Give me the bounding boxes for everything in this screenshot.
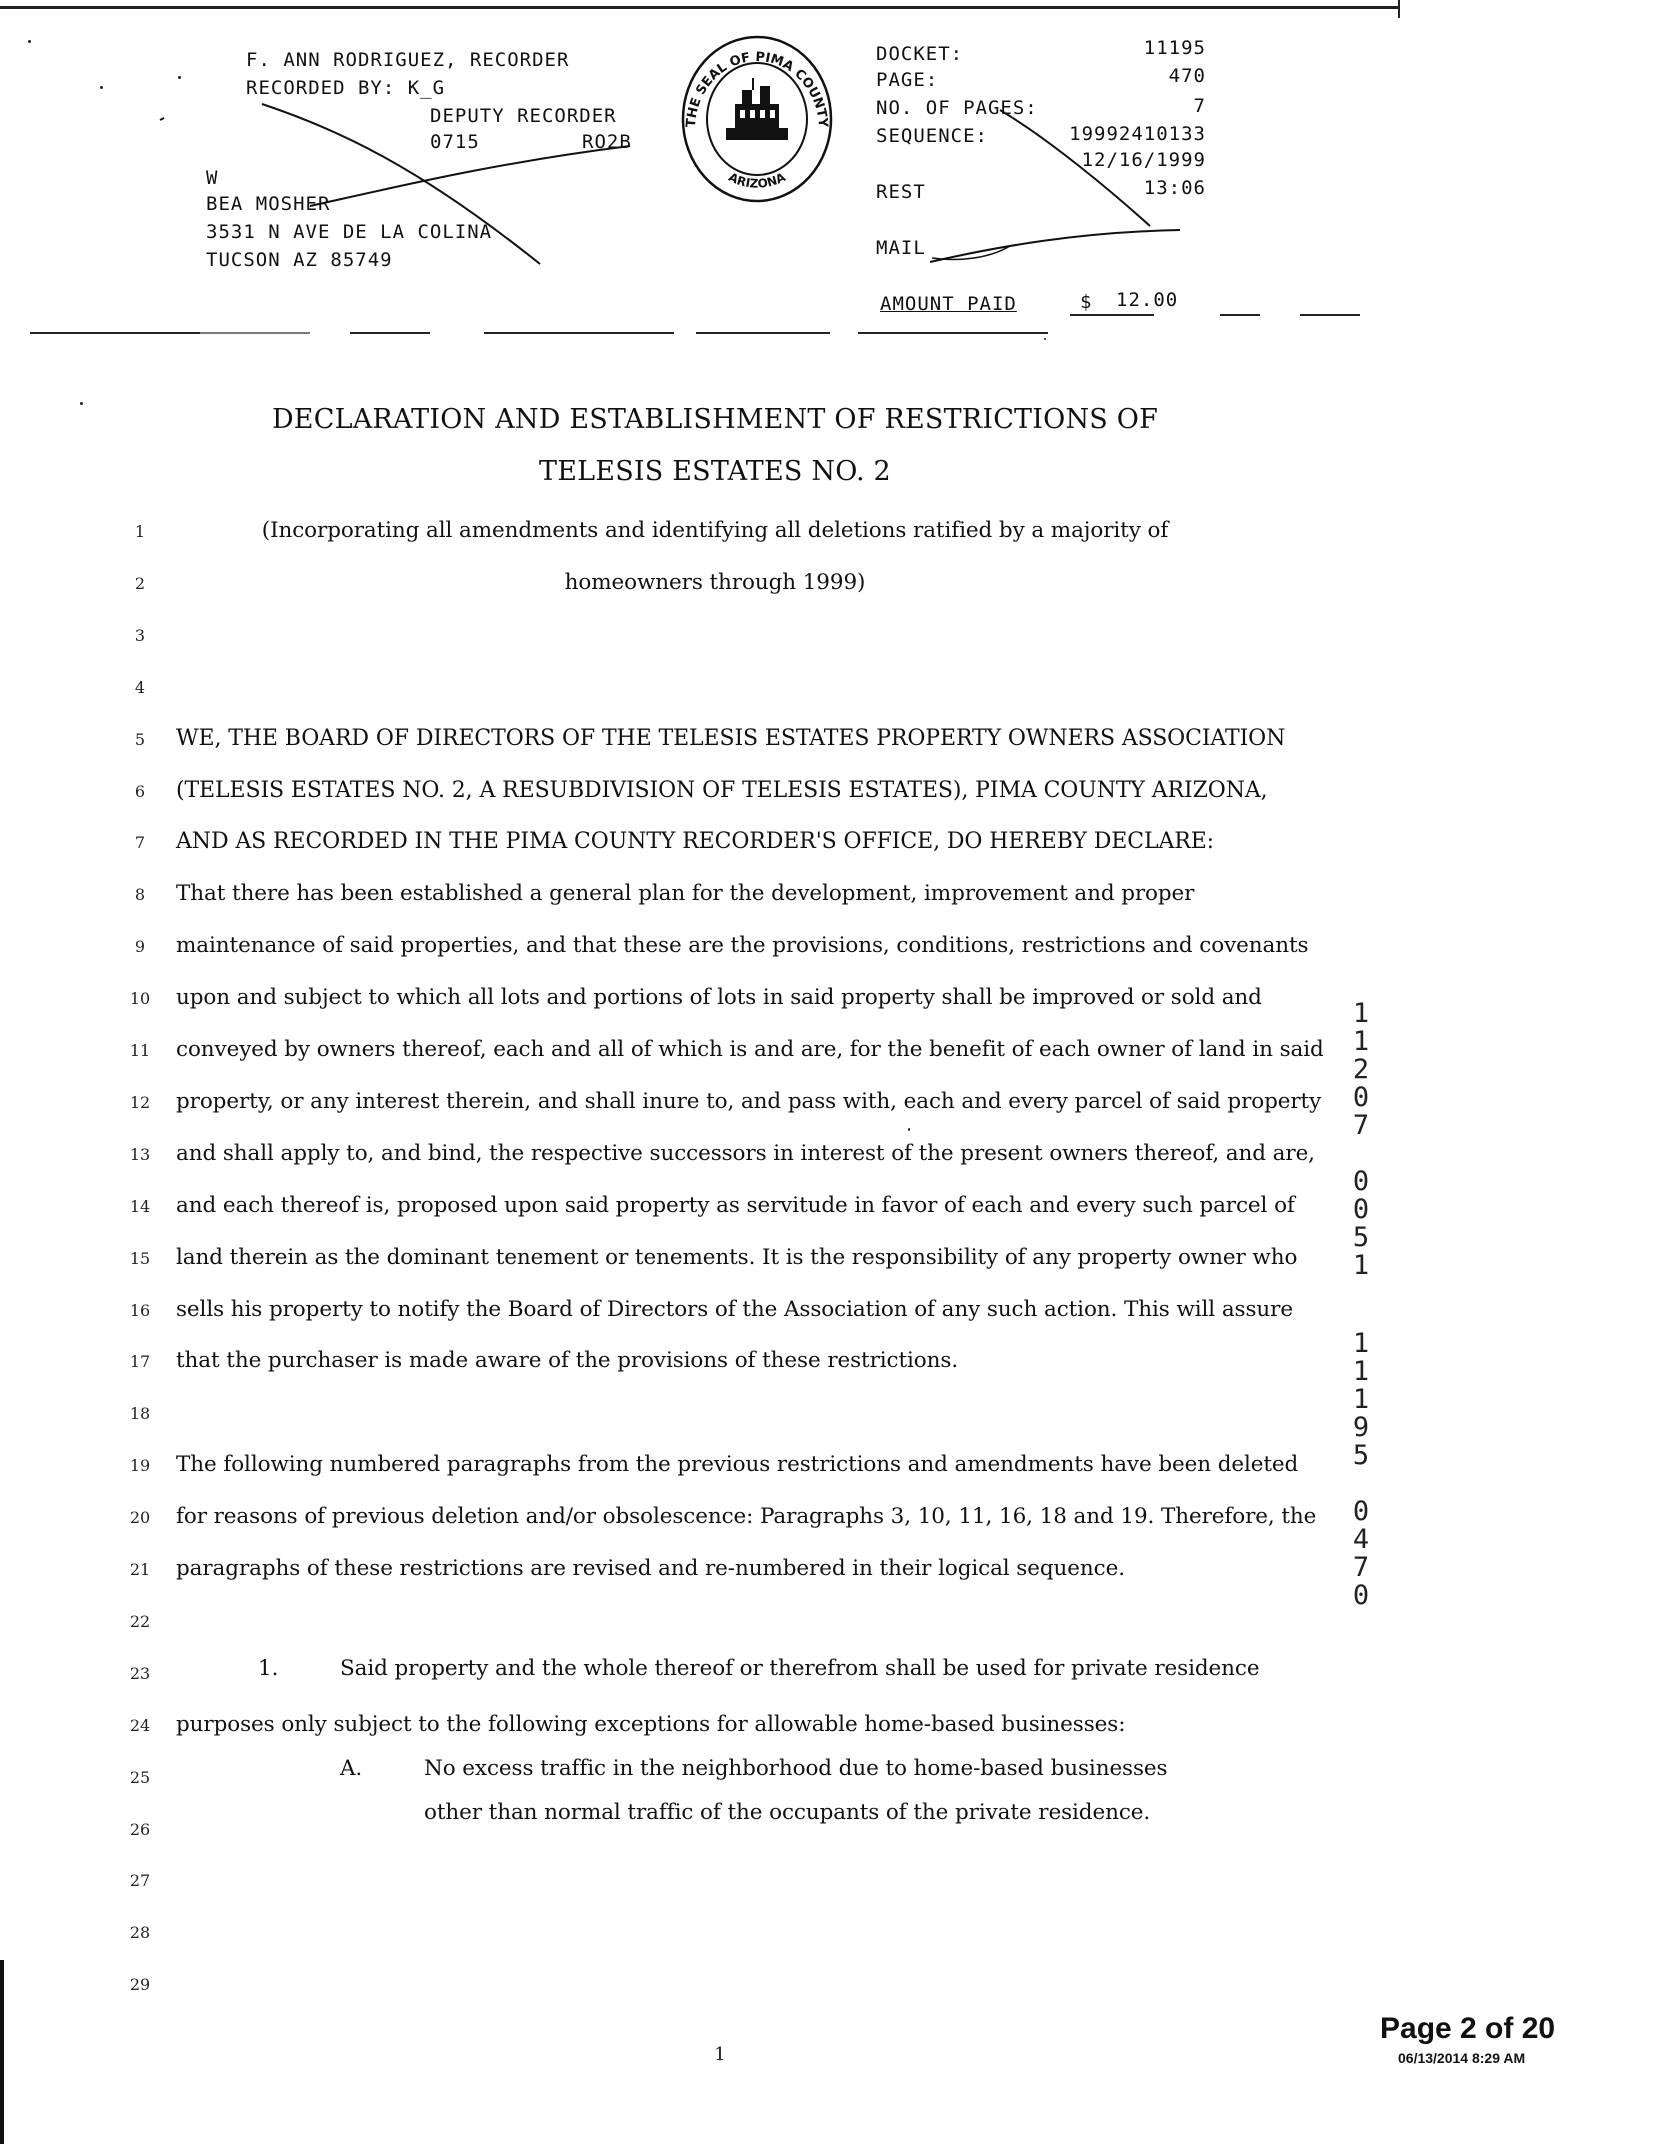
line-text: AND AS RECORDED IN THE PIMA COUNTY RECORDER'S OFFICE, DO HEREBY DECLARE:: [176, 829, 1214, 854]
w-mark: W: [206, 167, 219, 189]
side-stamp-char: 9: [1352, 1412, 1370, 1443]
line-number: 23: [129, 1664, 151, 1683]
line-text: and shall apply to, and bind, the respective successors in interest of the present owners thereof, and are,: [176, 1141, 1315, 1166]
docket-value: 11195: [1143, 37, 1206, 59]
side-stamp-char: 5: [1352, 1440, 1370, 1471]
line-number: 4: [134, 678, 146, 697]
return-city: TUCSON AZ 85749: [206, 249, 393, 271]
side-stamp-char: [1348, 1140, 1374, 1168]
side-stamp-char: 1: [1352, 1356, 1370, 1387]
item-a-label: A.: [340, 1756, 363, 1781]
header-rule: [696, 332, 830, 334]
document-title-line-2: TELESIS ESTATES NO. 2: [539, 456, 891, 487]
side-stamp-char: 7: [1352, 1552, 1370, 1583]
line-number: 29: [129, 1975, 151, 1994]
line-text: that the purchaser is made aware of the provisions of these restrictions.: [176, 1348, 959, 1373]
line-text: sells his property to notify the Board of Directors of the Association of any such action. This will assure: [176, 1297, 1293, 1322]
side-stamp-char: 2: [1352, 1054, 1370, 1085]
line-text: property, or any interest therein, and shall inure to, and pass with, each and every parcel of said property: [176, 1089, 1322, 1114]
side-stamp-char: 0: [1352, 1496, 1370, 1527]
line-text: and each thereof is, proposed upon said property as servitude in favor of each and every such parcel of: [176, 1193, 1295, 1218]
return-name: BEA MOSHER: [206, 193, 331, 215]
header-rule: [1300, 314, 1360, 316]
side-stamp-char: 0: [1352, 1580, 1370, 1611]
line-text: maintenance of said properties, and that these are the provisions, conditions, restrictions and covenants: [176, 933, 1309, 958]
line-number: 14: [129, 1197, 151, 1216]
recorded-by: RECORDED BY: K_G: [246, 77, 446, 99]
page-label: PAGE:: [876, 69, 939, 91]
line-text: paragraphs of these restrictions are revised and re-numbered in their logical sequence.: [176, 1556, 1125, 1581]
line-text: (TELESIS ESTATES NO. 2, A RESUBDIVISION OF TELESIS ESTATES), PIMA COUNTY ARIZONA,: [176, 778, 1268, 803]
line-number: 28: [129, 1923, 151, 1942]
line-number: 10: [129, 989, 151, 1008]
header-rule: [1070, 314, 1154, 316]
side-stamp-char: 0: [1352, 1082, 1370, 1113]
recorder-code: 0715: [430, 131, 480, 153]
amount-value: 12.00: [1116, 289, 1179, 311]
line-number: 13: [129, 1145, 151, 1164]
line-text: That there has been established a general plan for the development, improvement and proper: [176, 881, 1195, 906]
recorder-name: F. ANN RODRIGUEZ, RECORDER: [246, 49, 570, 71]
line-text: purposes only subject to the following exceptions for allowable home-based businesses:: [176, 1712, 1126, 1737]
svg-text:ARIZONA: [726, 170, 788, 191]
line-number: 24: [129, 1716, 151, 1735]
line-number: 7: [134, 833, 146, 852]
line-number: 15: [129, 1249, 151, 1268]
line-number: 6: [134, 782, 146, 801]
line-number: 20: [129, 1508, 151, 1527]
recorded-date: 12/16/1999: [1081, 149, 1206, 171]
header-rule: [350, 332, 430, 334]
recorder-code-2: RO2B: [582, 131, 632, 153]
footer-page-number: 1: [714, 2044, 726, 2065]
side-stamp-char: 0: [1352, 1166, 1370, 1197]
side-stamp-char: 1: [1352, 1328, 1370, 1359]
seal-bottom-text: ARIZONA: [726, 169, 788, 191]
line-number: 5: [134, 730, 146, 749]
header-rule: [484, 332, 674, 334]
side-stamp-char: 7: [1352, 1110, 1370, 1141]
item-a-line-1: No excess traffic in the neighborhood due to home-based businesses: [424, 1756, 1168, 1781]
page-of-indicator: Page 2 of 20: [1380, 2012, 1556, 2045]
scan-speck: [908, 1128, 910, 1131]
return-street: 3531 N AVE DE LA COLINA: [206, 221, 493, 243]
line-text: WE, THE BOARD OF DIRECTORS OF THE TELESIS ESTATES PROPERTY OWNERS ASSOCIATION: [176, 726, 1286, 751]
header-rule: [858, 332, 1048, 334]
paragraph-1-number: 1.: [258, 1656, 279, 1681]
line-number: 12: [129, 1093, 151, 1112]
pages-label: NO. OF PAGES:: [876, 97, 1038, 119]
header-rule: [1220, 314, 1260, 316]
line-number: 21: [129, 1560, 151, 1579]
side-docket-stamp-1: [1348, 1000, 1374, 1280]
document-title-line-1: DECLARATION AND ESTABLISHMENT OF RESTRICTIONS OF: [271, 404, 1159, 435]
recorded-time: 13:06: [1143, 177, 1206, 199]
amount-paid-label: AMOUNT PAID: [880, 293, 1017, 315]
line-number: 19: [129, 1456, 151, 1475]
line-number: 18: [129, 1404, 151, 1423]
side-stamp-char: 4: [1352, 1524, 1370, 1555]
page-value: 470: [1168, 65, 1206, 87]
side-stamp-char: 5: [1352, 1222, 1370, 1253]
sequence-label: SEQUENCE:: [876, 125, 988, 147]
line-number: 2: [134, 574, 146, 593]
line-text: homeowners through 1999): [564, 570, 866, 595]
line-number: 9: [134, 937, 146, 956]
sequence-value: 19992410133: [1069, 123, 1206, 145]
line-number: 11: [129, 1041, 151, 1060]
line-text: for reasons of previous deletion and/or obsolescence: Paragraphs 3, 10, 11, 16, 18 and 19. Therefore, the: [176, 1504, 1317, 1529]
line-number: 8: [134, 885, 146, 904]
line-number: 16: [129, 1301, 151, 1320]
header-rule: [200, 332, 310, 334]
line-text: (Incorporating all amendments and identifying all deletions ratified by a majority of: [261, 518, 1169, 543]
printed-date: 06/13/2014 8:29 AM: [1398, 2050, 1526, 2066]
line-text: land therein as the dominant tenement or tenements. It is the responsibility of any property owner who: [176, 1245, 1298, 1270]
side-stamp-char: 0: [1352, 1194, 1370, 1225]
line-number: 1: [134, 522, 146, 541]
mail-label: MAIL: [876, 237, 926, 259]
line-number: 22: [129, 1612, 151, 1631]
pages-value: 7: [1193, 95, 1206, 117]
scan-edge-left: [0, 1960, 4, 2144]
line-text: conveyed by owners thereof, each and all of which is and are, for the benefit of each owner of land in said: [176, 1037, 1324, 1062]
line-number: 26: [129, 1820, 151, 1839]
deputy-recorder: DEPUTY RECORDER: [430, 105, 617, 127]
line-number: 25: [129, 1768, 151, 1787]
header-rule: [30, 332, 200, 334]
side-stamp-char: 1: [1352, 998, 1370, 1029]
line-number: 3: [134, 626, 146, 645]
side-stamp-char: [1348, 1470, 1374, 1498]
seal-top-text: THE SEAL OF PIMA COUNTY: [683, 49, 831, 128]
side-stamp-char: 1: [1352, 1384, 1370, 1415]
side-docket-stamp-2: [1348, 1330, 1374, 1610]
rest-label: REST: [876, 181, 926, 203]
line-text: The following numbered paragraphs from the previous restrictions and amendments have been deleted: [176, 1452, 1299, 1477]
line-number: 17: [129, 1352, 151, 1371]
line-text: upon and subject to which all lots and portions of lots in said property shall be improved or sold and: [176, 985, 1262, 1010]
pima-county-seal: [680, 34, 834, 204]
line-number: 27: [129, 1871, 151, 1890]
paragraph-1-text: Said property and the whole thereof or therefrom shall be used for private residence: [340, 1656, 1260, 1681]
amount-currency: $: [1080, 291, 1093, 313]
side-stamp-char: 1: [1352, 1250, 1370, 1281]
side-stamp-char: 1: [1352, 1026, 1370, 1057]
item-a-line-2: other than normal traffic of the occupants of the private residence.: [424, 1800, 1151, 1825]
docket-label: DOCKET:: [876, 43, 964, 65]
